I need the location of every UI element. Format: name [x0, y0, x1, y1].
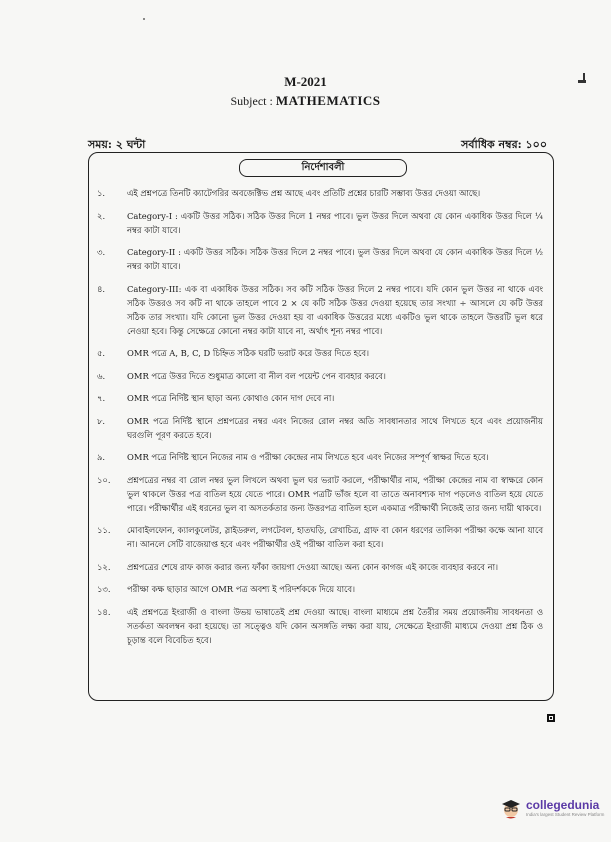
instruction-text: OMR পত্রে নির্দিষ্ট স্থান ছাড়া অন্য কোথাও কোন দাগ দেবে না।	[127, 393, 335, 403]
watermark-brand: collegedunia	[526, 797, 600, 812]
instruction-item	[95, 186, 543, 200]
time-allowed: সময়: ২ ঘন্টা	[88, 138, 146, 151]
instruction-item	[95, 245, 543, 273]
instruction-text: OMR পত্রে উত্তর দিতে শুধুমাত্র কালো বা নীল বল পয়েন্ট পেন ব্যবহার করবে।	[127, 370, 386, 381]
instruction-number: ৬.	[97, 370, 106, 381]
instruction-number: ১৪.	[97, 606, 111, 617]
instruction-text: এই প্রশ্নপত্রে ইংরাজী ও বাংলা উভয় ভাষাতেই প্রশ্ন দেওয়া আছে। বাংলা মাধ্যমে প্রশ্ন তৈরীর সময় প্রয়োজনীয় সাবধনতা ও সতর্কতা অবলম্বন করা হয়েছে। তা সত্ত্বেও যদি কোন অসঙ্গতি লক্ষ্য করা যায়, সেক্ষেত্রে ইংরাজী মাধ্যমে দেওয়া প্রশ্ন ঠিক ও চূড়ান্ত বলে বিবেচিত হবে।	[127, 606, 543, 645]
scan-speck	[143, 18, 145, 20]
instruction-number: ৫.	[97, 348, 106, 358]
instructions-title: নির্দেশাবলী	[239, 159, 407, 177]
instructions-list	[95, 186, 543, 694]
instruction-number: ১০.	[97, 474, 111, 485]
instruction-number: ১.	[97, 188, 106, 198]
watermark-logo	[500, 797, 604, 819]
instruction-text: OMR পত্রে A, B, C, D চিহ্নিত সঠিক ঘরটি ভরাট করে উত্তর দিতে হবে।	[127, 348, 370, 358]
watermark-tagline: India's largest Student Review Platform	[526, 811, 605, 817]
instruction-number: ৪.	[97, 283, 106, 294]
instruction-number: ১২.	[97, 561, 111, 572]
instruction-number: ১৩.	[97, 584, 111, 594]
instruction-text: Category-II : একটি উত্তর সঠিক। সঠিক উত্তর দিলে 2 নম্বর পাবে। ভুল উত্তর দিলে অথবা যে কোন একাধিক উত্তর দিলে ½ নম্বর কাটা যাবে।	[127, 247, 543, 271]
instructions-box	[88, 152, 554, 701]
paper-code: M-2021	[284, 74, 327, 89]
instruction-number: ২.	[97, 210, 106, 221]
graduate-avatar-icon	[500, 797, 522, 819]
instruction-item	[95, 391, 543, 405]
instruction-text: Category-I : একটি উত্তর সঠিক। সঠিক উত্তর দিলে 1 নম্বর পাবে। ভুল উত্তর দিলে অথবা যে কোন একাধিক উত্তর দিলে ¼ নম্বর কাটা যাবে।	[127, 210, 543, 235]
instruction-text: মোবাইলফোন, ক্যালকুলেটর, স্লাইডরুল, লগটেবল, হাতঘড়ি, রেখাচিত্র, গ্রাফ বা কোন ধরণের তালিকা পরীক্ষা কক্ষে আনা যাবে না। আনলে সেটি বাজেয়াপ্ত হবে এবং পরীক্ষার্থীর ওই পরীক্ষা বাতিল করা হবে।	[127, 525, 543, 549]
instruction-number: ৭.	[97, 393, 106, 403]
instruction-text: প্রশ্নপত্রের নম্বর বা রোল নম্বর ভুল লিখলে অথবা ভুল ঘর ভরাট করলে, পরীক্ষার্থীর নাম, পরীক্ষা কেন্দ্রের নাম বা স্বাক্ষরে কোন ভুল থাকলে উত্তর পত্র বাতিল হয়ে যেতে পারে। OMR পত্রটি ভাঁজ হলে বা তাতে অনাবশ্যক দাগ পড়লেও বাতিল হয়ে যেতে পারে। পরীক্ষার্থীর এই ধরনের ভুল বা অসতর্কতার জন্য উত্তরপত্র বাতিল হলে একমাত্র পরীক্ষার্থী নিজেই তার জন্য দায়ী থাকবে।	[127, 474, 543, 513]
instruction-item	[95, 414, 543, 442]
instruction-item	[95, 450, 543, 464]
instruction-item	[95, 582, 543, 596]
instruction-item	[95, 209, 543, 237]
instruction-item	[95, 369, 543, 383]
instruction-text: প্রশ্নপত্রের শেষে রাফ কাজ করার জন্য ফাঁকা জায়গা দেওয়া আছে। অন্য কোন কাগজ এই কাজে ব্যবহার করবে না।	[127, 561, 499, 572]
instruction-text: OMR পত্রে নির্দিষ্ট স্থানে প্রশ্নপত্রের নম্বর এবং নিজের রোল নম্বর অতি সাবধানতার সাথে লিখতে হবে এবং প্রয়োজনীয় ঘরগুলি পূরণ করতে হবে।	[127, 415, 543, 440]
instruction-item	[95, 523, 543, 551]
instruction-item	[95, 605, 543, 647]
watermark-text	[526, 799, 604, 818]
registration-square-icon	[547, 714, 555, 722]
instruction-number: ৯.	[97, 452, 106, 462]
subject-line	[0, 93, 611, 109]
instruction-item	[95, 282, 543, 338]
instruction-text: এই প্রশ্নপত্রে তিনটি ক্যাটেগরির অবজেক্টিভ প্রশ্ন আছে এবং প্রতিটি প্রশ্নের চারটি সম্ভাব্য উত্তর দেওয়া আছে।	[127, 188, 481, 198]
instruction-number: ১১.	[97, 525, 111, 535]
full-marks: সর্বাধিক নম্বর: ১০০	[461, 138, 547, 151]
instruction-item	[95, 560, 543, 574]
instruction-number: ৩.	[97, 247, 106, 257]
instruction-text: পরীক্ষা কক্ষ ছাড়ার আগে OMR পত্র অবশ্য ই পরিদর্শককে দিয়ে যাবে।	[127, 584, 356, 594]
subject-label: Subject :	[230, 94, 276, 108]
subject-value: MATHEMATICS	[275, 93, 381, 108]
instruction-item	[95, 473, 543, 515]
instruction-item	[95, 346, 543, 360]
instruction-text: Category-III: এক বা একাধিক উত্তর সঠিক। সব কটি সঠিক উত্তর দিলে 2 নম্বর পাবে। যদি কোন ভুল উত্তর না থাকে এবং সঠিক উত্তরও সব কটি না থাকে তাহলে পাবে 2 × যে কটি সঠিক উত্তর দেওয়া হয়েছে তার সংখ্যা ÷ আসলে যে কটি উত্তর সঠিক তার সংখ্যা। যদি কোনো ভুল উত্তর দেওয়া হয় বা একাধিক উত্তরের মধ্যে একটিও ভুল থাকে তাহলে উত্তরটি ভুল ধরে নেওয়া হবে। কিন্তু সেক্ষেত্রে কোনো নম্বর কাটা যাবে না, অর্থাৎ শূন্য নম্বর পাবে।	[127, 283, 543, 336]
instruction-text: OMR পত্রে নির্দিষ্ট স্থানে নিজের নাম ও পরীক্ষা কেন্দ্রের নাম লিখতে হবে এবং নিজের সম্পূর্ণ স্বাক্ষর দিতে হবে।	[127, 452, 489, 462]
instruction-number: ৮.	[97, 415, 106, 426]
